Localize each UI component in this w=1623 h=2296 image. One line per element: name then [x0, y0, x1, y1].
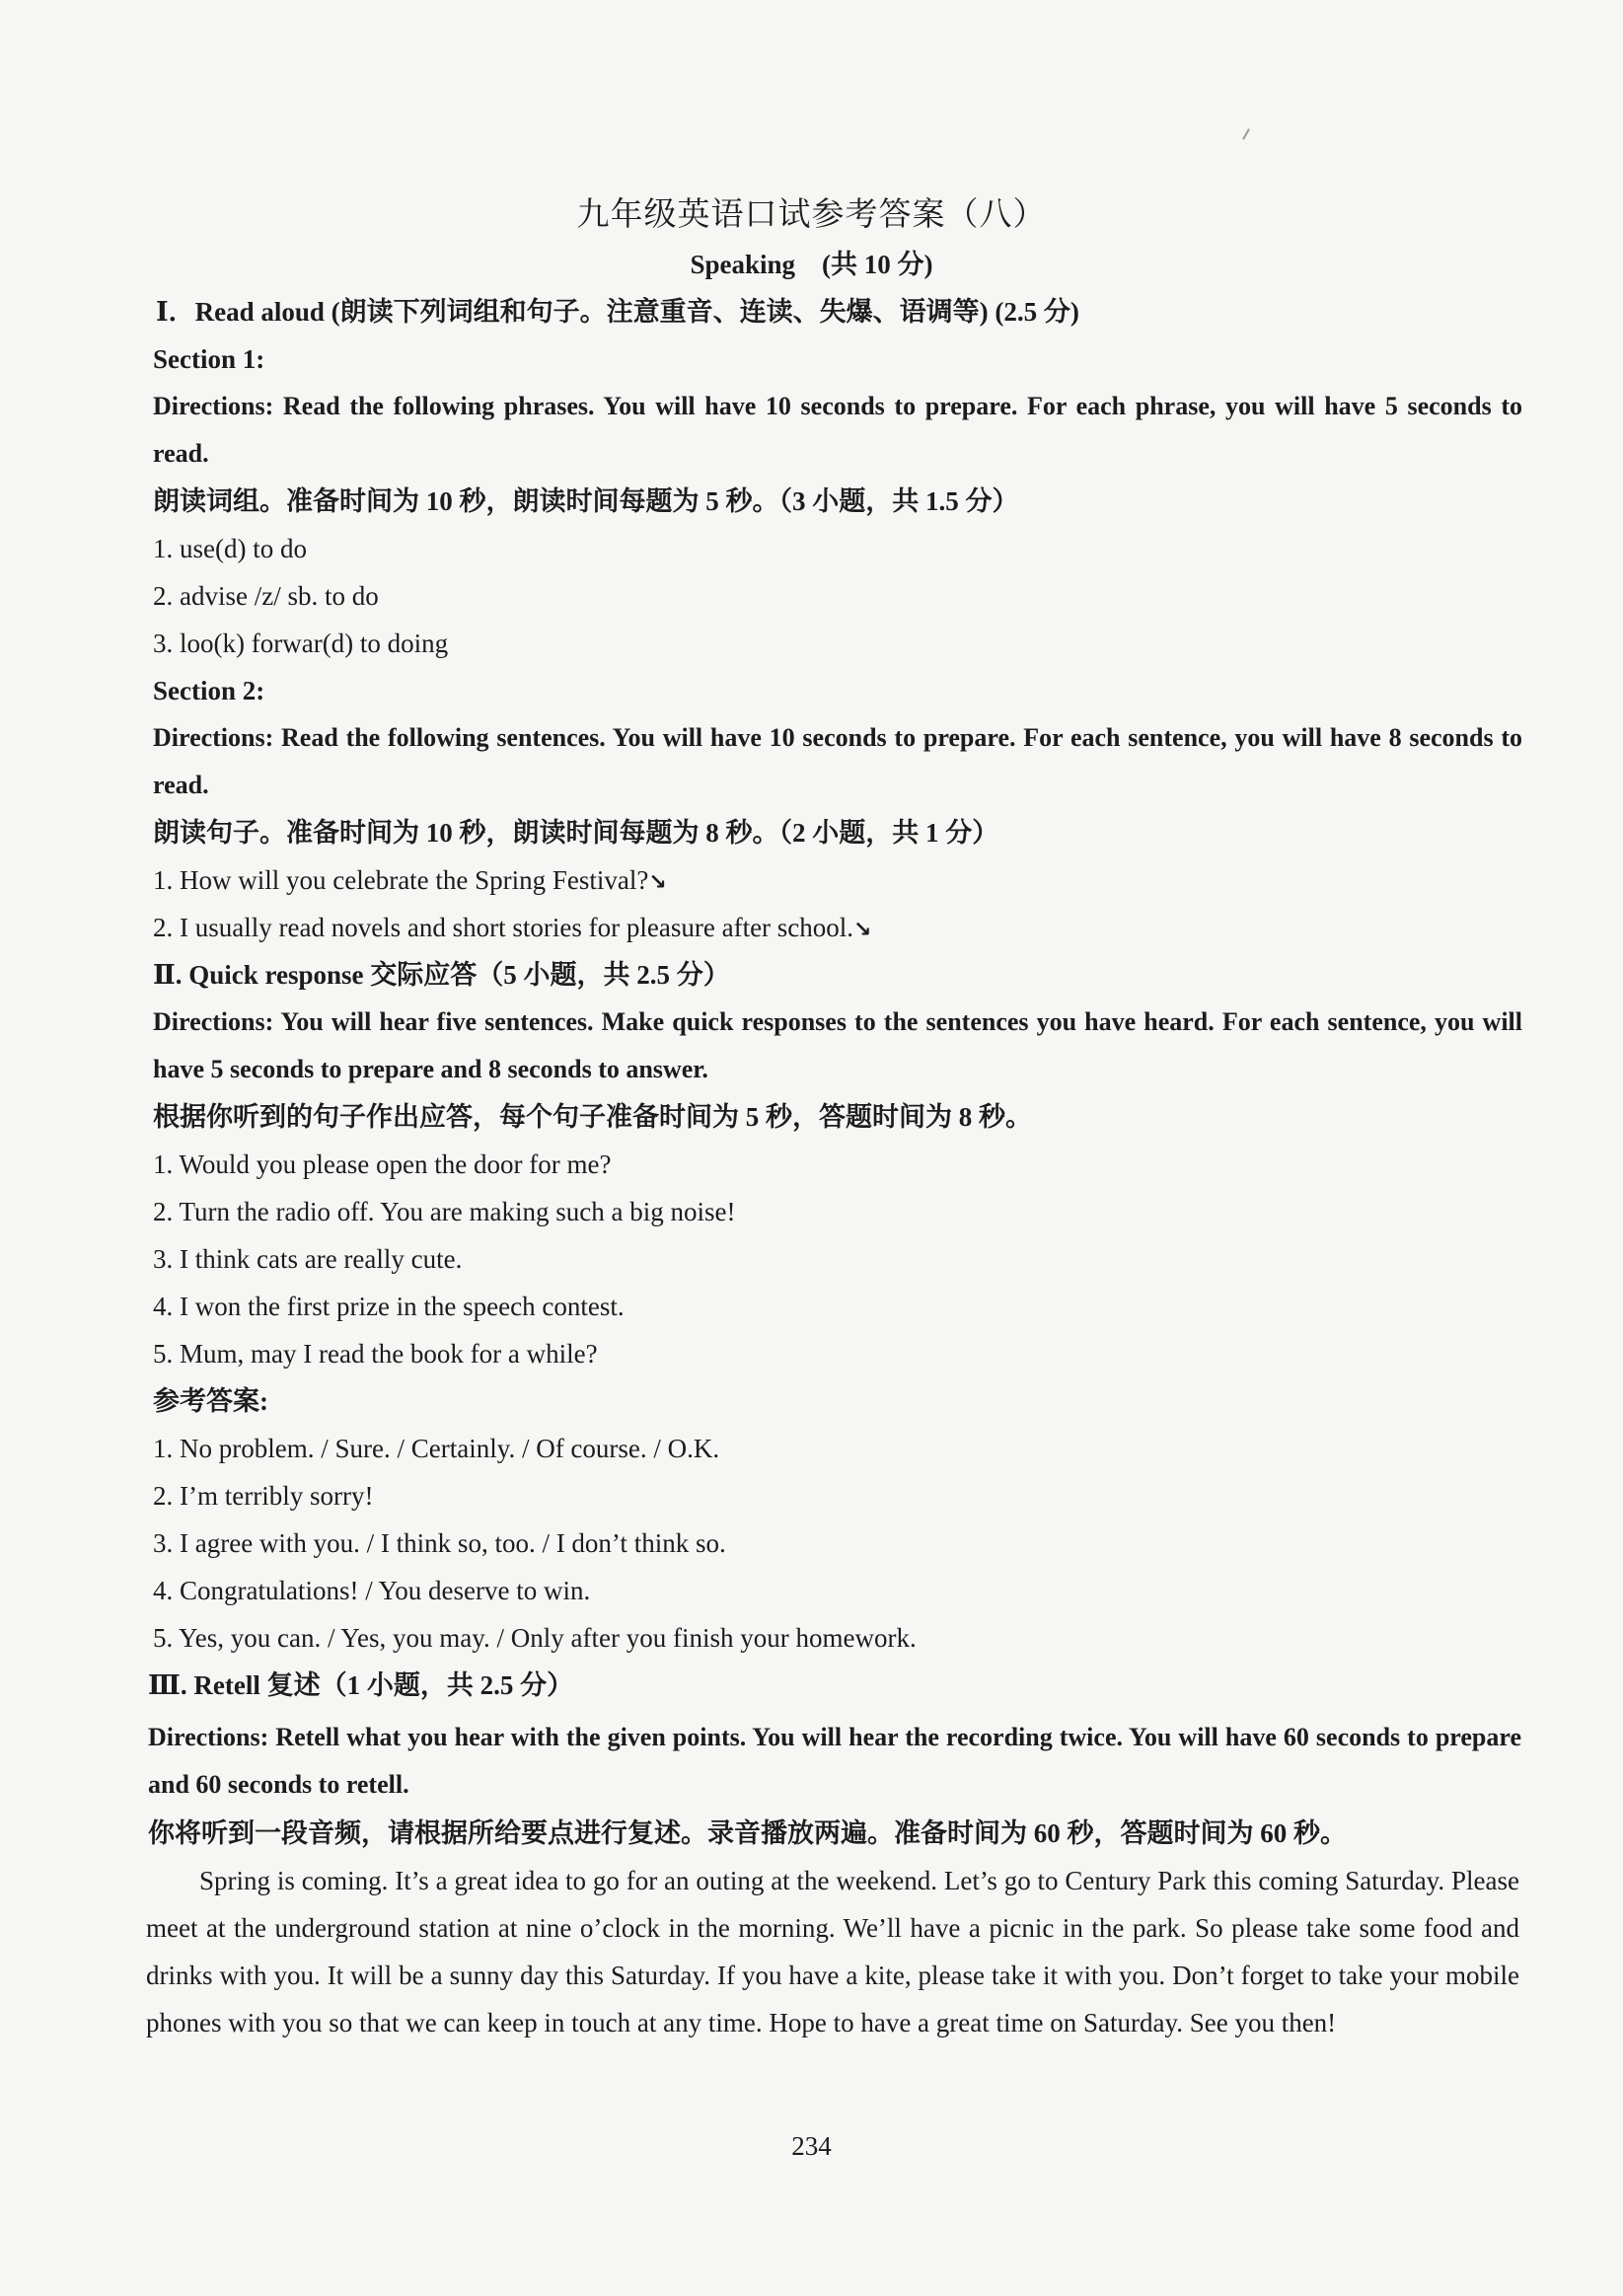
section2-item — [153, 862, 667, 901]
section2-item-text: 1. How will you celebrate the Spring Festival? — [153, 865, 649, 895]
part3-cn: 你将听到一段音频，请根据所给要点进行复述。录音播放两遍。准备时间为 60 秒，答题时间为 60 秒。 — [148, 1818, 1347, 1848]
section1-label: Section 1: — [153, 344, 265, 374]
part2-item: 1. Would you please open the door for me? — [153, 1149, 612, 1179]
answer-item: 4. Congratulations! / You deserve to win. — [153, 1576, 591, 1605]
answer-item: 2. I’m terribly sorry! — [153, 1481, 374, 1511]
part2-heading: Ⅱ. Quick response 交际应答（5 小题，共 2.5 分） — [153, 960, 730, 990]
section1-item: 1. use(d) to do — [153, 534, 307, 563]
page-subtitle: Speaking (共 10 分) — [690, 250, 933, 279]
section2-cn: 朗读句子。准备时间为 10 秒，朗读时间每题为 8 秒。（2 小题，共 1 分） — [153, 818, 999, 848]
part3-heading: Ⅲ. Retell 复述（1 小题，共 2.5 分） — [148, 1670, 574, 1700]
section2-directions: Directions: Read the following sentences. You will have 10 seconds to prepare. For each sentence, you will have 8 seconds to read. — [153, 723, 1522, 799]
part2-item: 4. I won the first prize in the speech contest. — [153, 1292, 625, 1321]
section1-directions: Directions: Read the following phrases. You will have 10 seconds to prepare. For each phrase, you will have 5 seconds to read. — [153, 392, 1522, 468]
part2-item: 5. Mum, may I read the book for a while? — [153, 1339, 598, 1369]
part2-item: 2. Turn the radio off. You are making such a big noise! — [153, 1197, 736, 1226]
section1-cn: 朗读词组。准备时间为 10 秒，朗读时间每题为 5 秒。（3 小题，共 1.5 分） — [153, 486, 1019, 516]
retell-passage: Spring is coming. It’s a great idea to go for an outing at the weekend. Let’s go to Century Park this coming Saturday. Please meet at the underground station at nine o’clock in the morning. We’ll have a picnic in the park. So please take some food and drinks with you. It will be a sunny day this Saturday. If you have a kite, please take it with you. Don’t forget to take your mobile phones with you so that we can keep in touch at any time. Hope to have a great time on Saturday. See you then! — [146, 1866, 1519, 2037]
part2-directions: Directions: You will hear five sentences. Make quick responses to the sentences you have heard. For each sentence, you will have 5 seconds to prepare and 8 seconds to answer. — [153, 1007, 1522, 1083]
page-title: 九年级英语口试参考答案（八） — [576, 197, 1047, 233]
falling-intonation-icon: ↘ — [853, 918, 872, 942]
section2-label: Section 2: — [153, 676, 265, 705]
section1-item: 3. loo(k) forwar(d) to doing — [153, 629, 449, 658]
answers-label: 参考答案: — [153, 1386, 268, 1416]
part3-directions: Directions: Retell what you hear with the given points. You will hear the recording twice. You will have 60 seconds to prepare and 60 seconds to retell. — [148, 1723, 1521, 1799]
answer-item: 1. No problem. / Sure. / Certainly. / Of course. / O.K. — [153, 1434, 720, 1463]
part2-item: 3. I think cats are really cute. — [153, 1244, 463, 1274]
pen-mark — [1242, 128, 1250, 139]
section1-item: 2. advise /z/ sb. to do — [153, 581, 379, 611]
section2-item-text: 2. I usually read novels and short stories for pleasure after school. — [153, 913, 854, 942]
falling-intonation-icon: ↘ — [648, 870, 667, 895]
part2-cn: 根据你听到的句子作出应答，每个句子准备时间为 5 秒，答题时间为 8 秒。 — [153, 1102, 1032, 1132]
answer-item: 5. Yes, you can. / Yes, you may. / Only after you finish your homework. — [153, 1623, 917, 1653]
answer-item: 3. I agree with you. / I think so, too. / I don’t think so. — [153, 1528, 726, 1558]
section2-item — [153, 910, 871, 948]
part1-heading: Ⅰ．Read aloud (朗读下列词组和句子。注意重音、连读、失爆、语调等) (2.5 分) — [156, 297, 1079, 327]
page-number: 234 — [791, 2131, 832, 2161]
